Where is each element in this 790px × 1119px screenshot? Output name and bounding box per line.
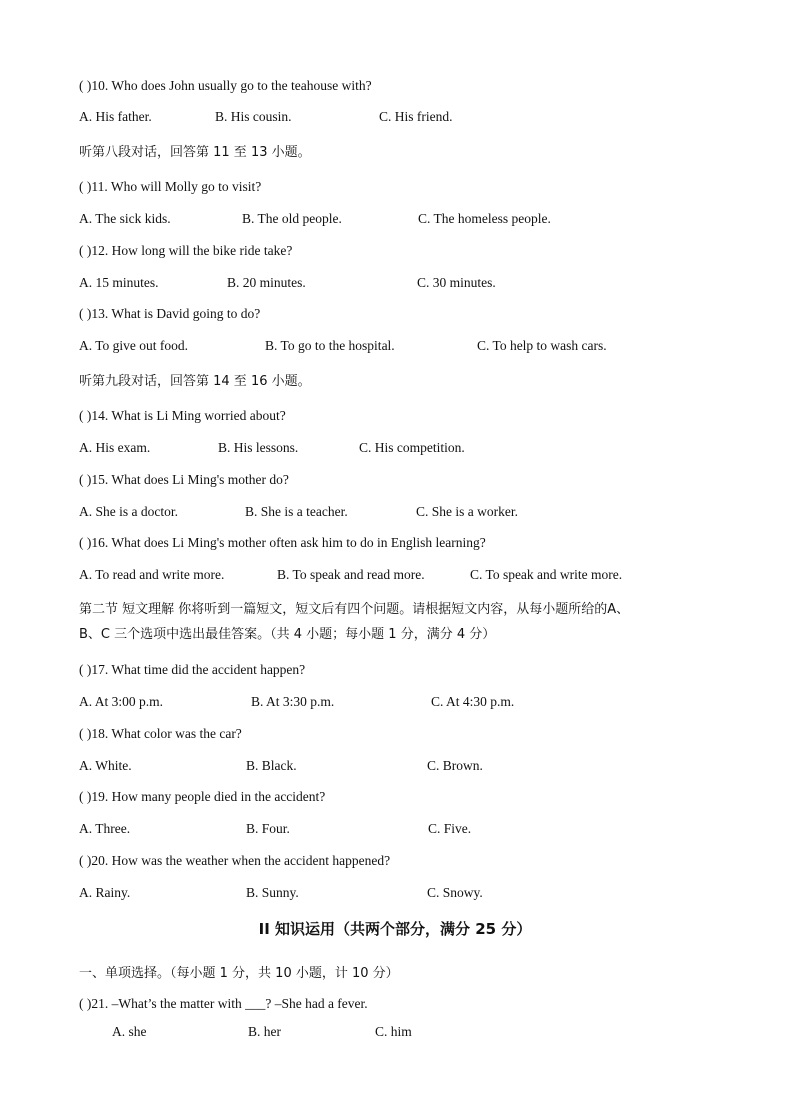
option-b: B. 20 minutes. — [227, 275, 306, 290]
section-9-heading: 听第九段对话，回答第 14 至 16 小题。 — [79, 374, 311, 389]
question-20-stem: ( )20. How was the weather when the accident happened? — [79, 853, 391, 868]
option-c: C. His competition. — [359, 440, 465, 455]
section-8-heading: 听第八段对话，回答第 11 至 13 小题。 — [79, 145, 311, 160]
option-c: C. him — [375, 1024, 412, 1039]
option-c: C. At 4:30 p.m. — [431, 694, 515, 709]
option-a: A. At 3:00 p.m. — [79, 694, 164, 709]
option-b: B. To speak and read more. — [277, 567, 425, 582]
option-a: A. Rainy. — [79, 885, 131, 900]
option-b: B. her — [248, 1024, 281, 1039]
option-b: B. At 3:30 p.m. — [251, 694, 335, 709]
question-18-stem: ( )18. What color was the car? — [79, 726, 242, 741]
question-13-stem: ( )13. What is David going to do? — [79, 306, 261, 321]
option-a: A. White. — [79, 758, 132, 773]
option-b: B. His cousin. — [215, 109, 292, 124]
option-b: B. Black. — [246, 758, 297, 773]
option-c: C. The homeless people. — [418, 211, 551, 226]
question-11-stem: ( )11. Who will Molly go to visit? — [79, 179, 262, 194]
question-15-stem: ( )15. What does Li Ming's mother do? — [79, 472, 289, 487]
option-b: B. His lessons. — [218, 440, 299, 455]
option-a: A. His exam. — [79, 440, 151, 455]
option-c: C. To speak and write more. — [470, 567, 623, 582]
part-2-instructions-line-2: B、C 三个选项中选出最佳答案。（共 4 小题；每小题 1 分，满分 4 分） — [79, 627, 496, 642]
option-a: A. The sick kids. — [79, 211, 171, 226]
option-c: C. Five. — [428, 821, 472, 836]
option-a: A. she — [112, 1024, 147, 1039]
option-a: A. 15 minutes. — [79, 275, 159, 290]
part-2-instructions-line-1: 第二节 短文理解 你将听到一篇短文，短文后有四个问题。请根据短文内容，从每小题所给的A、 — [79, 602, 630, 617]
question-12-stem: ( )12. How long will the bike ride take? — [79, 243, 293, 258]
question-16-stem: ( )16. What does Li Ming's mother often ask him to do in English learning? — [79, 535, 486, 550]
option-a: A. She is a doctor. — [79, 504, 178, 519]
part-1-heading: 一、单项选择。（每小题 1 分，共 10 小题，计 10 分） — [79, 966, 399, 981]
option-c: C. To help to wash cars. — [477, 338, 607, 353]
option-a: A. His father. — [79, 109, 152, 124]
option-a: A. To give out food. — [79, 338, 189, 353]
question-17-stem: ( )17. What time did the accident happen? — [79, 662, 306, 677]
question-21-stem: ( )21. –What’s the matter with ___? –She had a fever. — [79, 996, 368, 1011]
option-c: C. Brown. — [427, 758, 483, 773]
question-19-stem: ( )19. How many people died in the accident? — [79, 789, 326, 804]
option-b: B. She is a teacher. — [245, 504, 348, 519]
option-a: A. To read and write more. — [79, 567, 225, 582]
option-b: B. The old people. — [242, 211, 342, 226]
option-b: B. To go to the hospital. — [265, 338, 395, 353]
option-c: C. 30 minutes. — [417, 275, 496, 290]
option-c: C. His friend. — [379, 109, 453, 124]
option-c: C. Snowy. — [427, 885, 483, 900]
option-c: C. She is a worker. — [416, 504, 518, 519]
option-b: B. Four. — [246, 821, 290, 836]
question-10-stem: ( )10. Who does John usually go to the teahouse with? — [79, 78, 372, 93]
section-2-title: II 知识运用（共两个部分，满分 25 分） — [258, 920, 532, 938]
option-a: A. Three. — [79, 821, 131, 836]
option-b: B. Sunny. — [246, 885, 299, 900]
question-14-stem: ( )14. What is Li Ming worried about? — [79, 408, 286, 423]
